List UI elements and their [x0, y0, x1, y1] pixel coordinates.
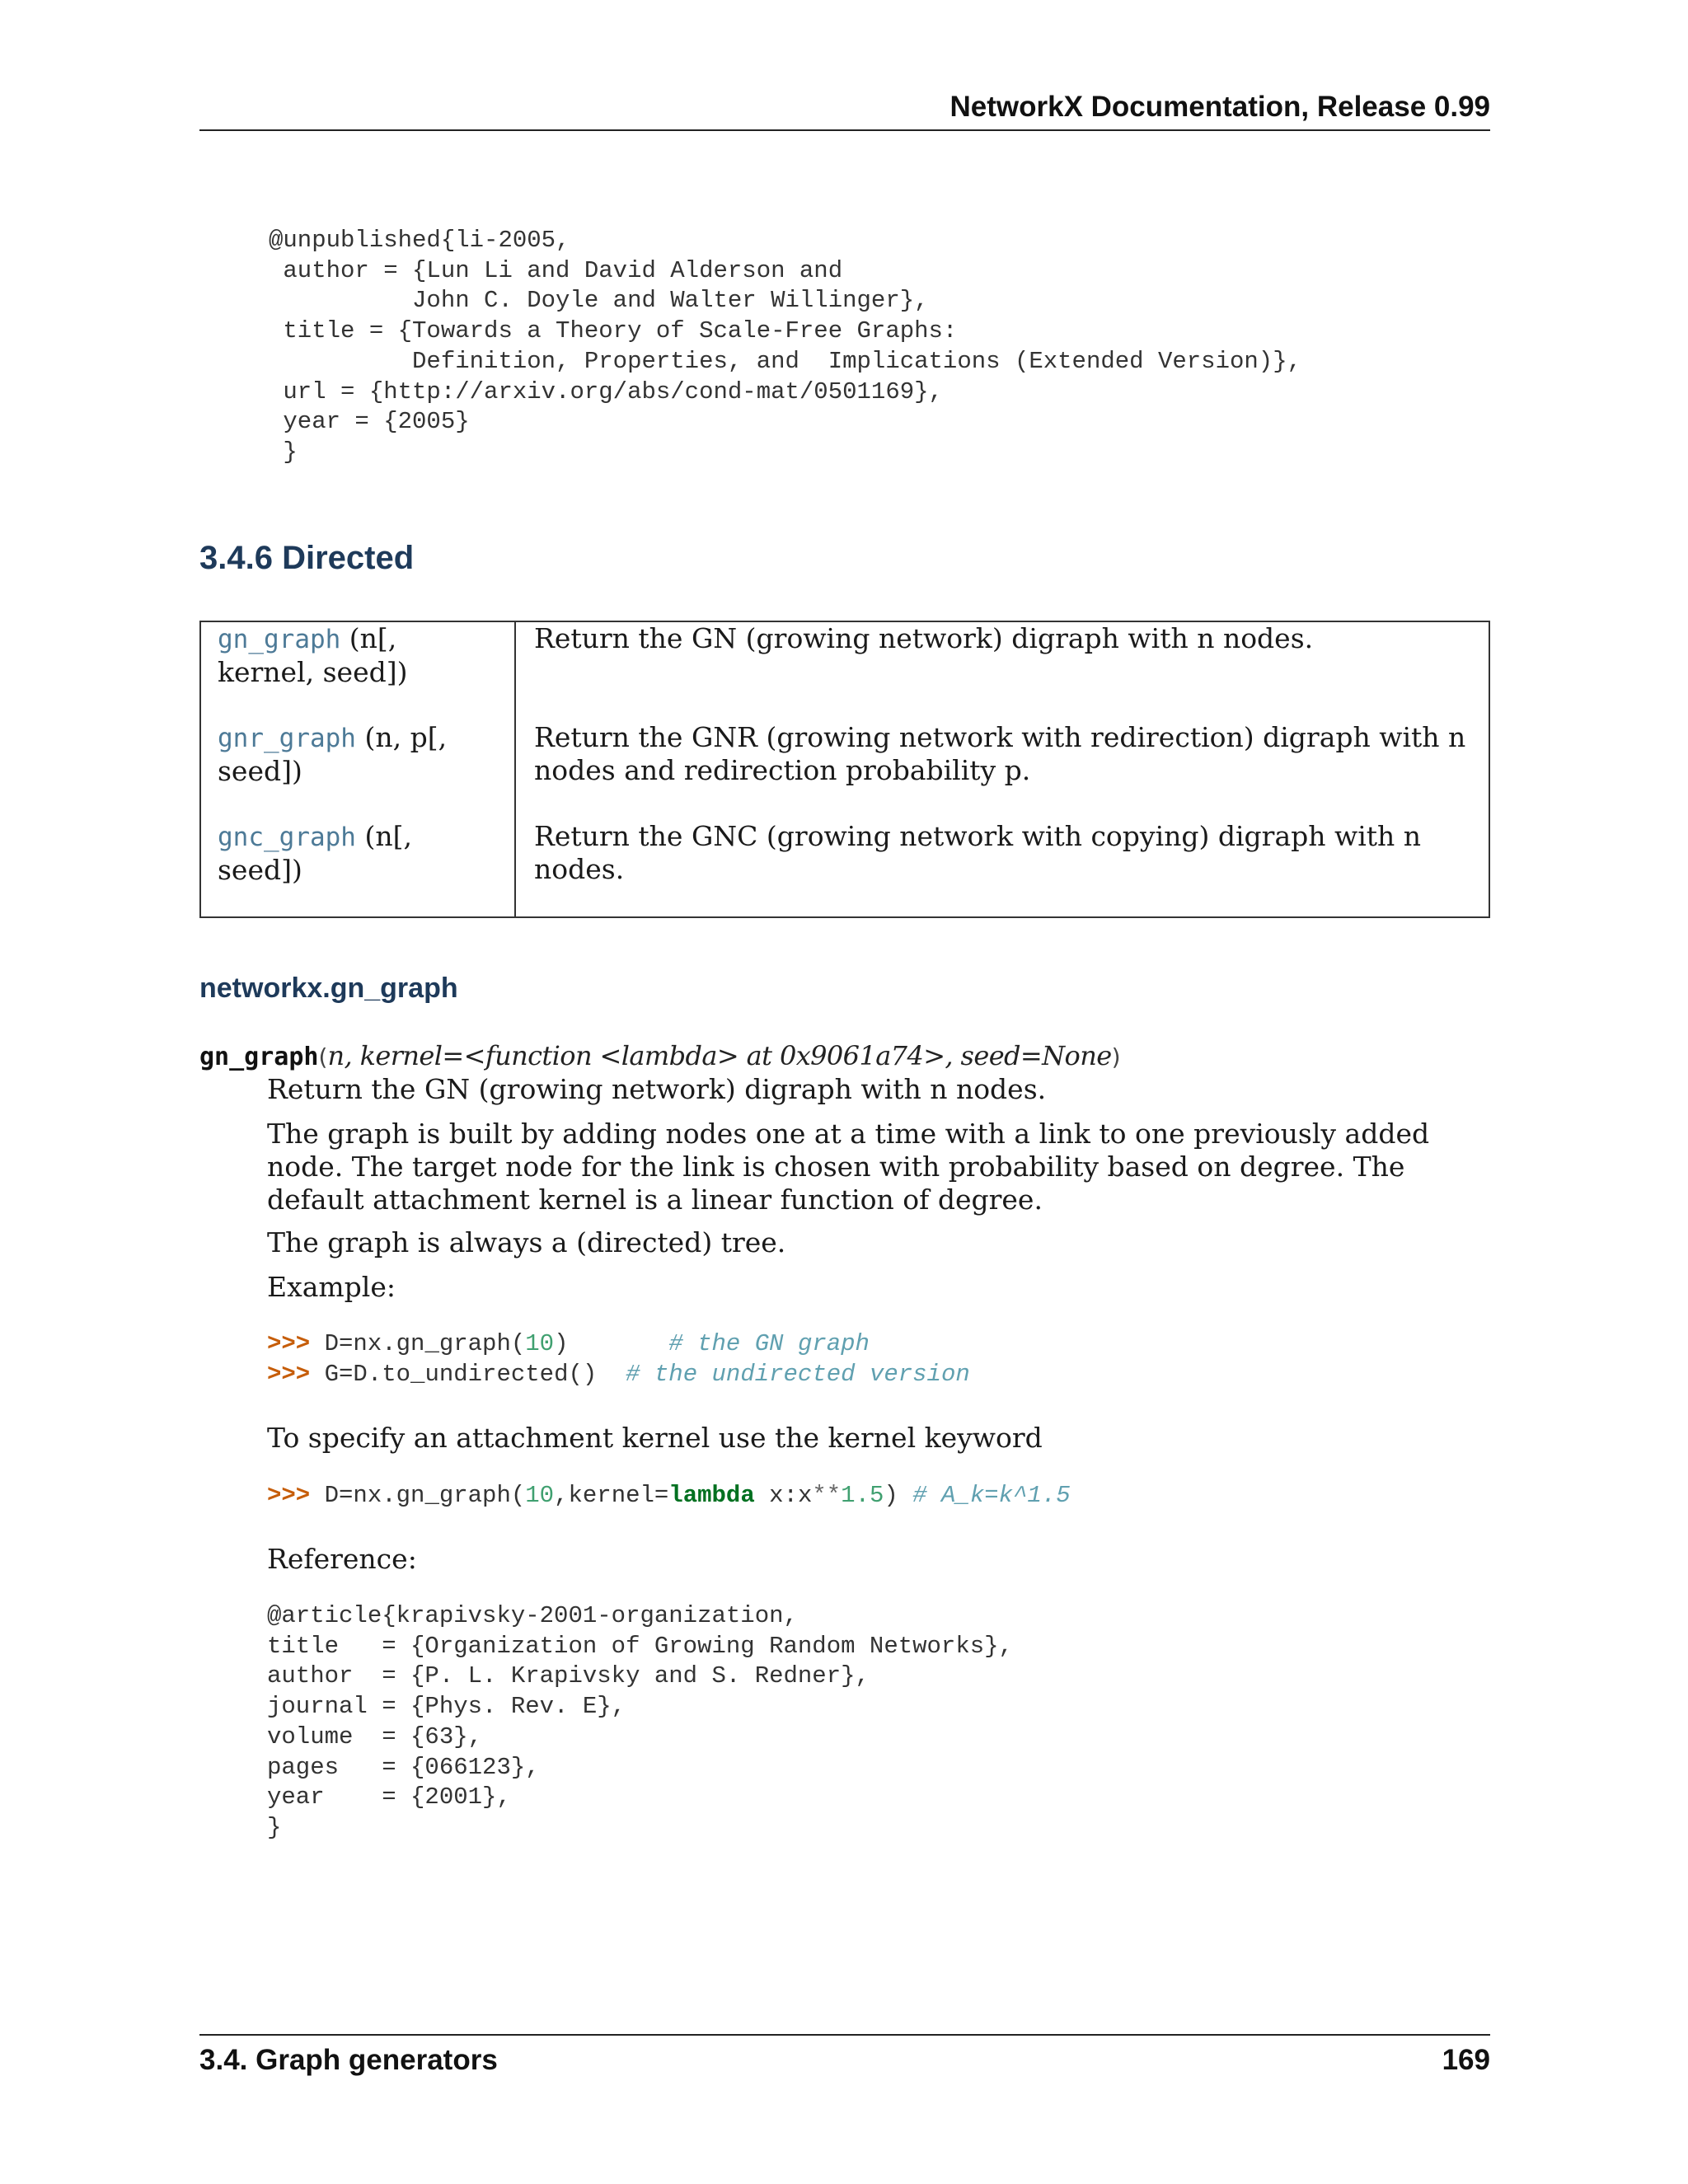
docstring-summary: Return the GN (growing network) digraph with n nodes. — [267, 1073, 1047, 1105]
subsection-heading: networkx.gn_graph — [199, 972, 458, 1004]
code-comment: # the GN graph — [668, 1330, 870, 1357]
code-keyword: lambda — [668, 1482, 755, 1509]
docstring-description: The graph is built by adding nodes one at a time with a link to one previously added node. The target node for the link is chosen with probability based on degree. The default attachment kernel is a linear function of degree. — [267, 1118, 1430, 1216]
function-args: (n[, — [355, 820, 412, 852]
gnc-graph-link[interactable]: gnc_graph — [218, 823, 356, 852]
code-text: G=D.to_undirected() — [310, 1360, 626, 1388]
bibtex-krapivsky-2001: @article{krapivsky-2001-organization, title = {Organization of Growing Random Networks}, author = {P. L. Krapivsky and S. Redner}, journal = {Phys. Rev. E}, volume = {63}, pages = {066123}, year = {2001}, } — [267, 1602, 1013, 1841]
signature-name: gn_graph — [199, 1043, 319, 1071]
function-args: (n, p[, — [355, 721, 448, 753]
kernel-code-block — [267, 1481, 1071, 1511]
signature-close-paren: ) — [1111, 1043, 1121, 1071]
code-text: ) — [554, 1330, 669, 1357]
code-comment: # A_k=k^1.5 — [912, 1482, 1071, 1509]
function-signature — [199, 1040, 1121, 1071]
table-cell-description: Return the GNR (growing network with redirection) digraph with n nodes and redirection probability p. — [534, 721, 1466, 786]
header-rule — [199, 129, 1490, 131]
doctest-prompt: >>> — [267, 1330, 311, 1357]
kernel-note: To specify an attachment kernel use the kernel keyword — [267, 1422, 1043, 1454]
signature-params: n, kernel=<function <lambda> at 0x9061a74>, seed=None — [327, 1040, 1112, 1071]
gn-graph-link[interactable]: gn_graph — [218, 625, 341, 654]
section-heading: 3.4.6 Directed — [199, 540, 415, 576]
example-label: Example: — [267, 1271, 396, 1303]
code-comment: # the undirected version — [626, 1360, 970, 1388]
table-row — [200, 721, 1489, 820]
table-cell-description: Return the GN (growing network) digraph with n nodes. — [534, 622, 1314, 654]
footer-section: 3.4. Graph generators — [199, 2044, 498, 2076]
table-cell-function — [200, 721, 515, 820]
function-args-cont: seed]) — [218, 755, 302, 787]
function-args-cont: kernel, seed]) — [218, 656, 408, 688]
example-code-block — [267, 1329, 970, 1390]
code-line — [267, 1330, 870, 1357]
docstring-tree-note: The graph is always a (directed) tree. — [267, 1226, 786, 1258]
code-number: 10 — [525, 1482, 555, 1509]
table-cell-function — [200, 820, 515, 917]
table-cell-function — [200, 621, 515, 721]
page-number: 169 — [1442, 2044, 1490, 2076]
reference-label: Reference: — [267, 1543, 417, 1575]
code-text: D=nx.gn_graph( — [310, 1330, 526, 1357]
table-row — [200, 820, 1489, 917]
running-header: NetworkX Documentation, Release 0.99 — [950, 91, 1490, 123]
table-row — [200, 621, 1489, 721]
doctest-prompt: >>> — [267, 1360, 311, 1388]
code-text: x:x — [754, 1482, 813, 1509]
code-number: 10 — [525, 1330, 555, 1357]
code-text: D=nx.gn_graph( — [310, 1482, 526, 1509]
gnr-graph-link[interactable]: gnr_graph — [218, 724, 356, 753]
signature-open-paren: ( — [318, 1043, 328, 1071]
function-args-cont: seed]) — [218, 854, 302, 886]
function-args: (n[, — [340, 622, 397, 654]
code-line — [267, 1361, 970, 1388]
code-text: ,kernel= — [554, 1482, 669, 1509]
doctest-prompt: >>> — [267, 1482, 311, 1509]
bibtex-li-2005: @unpublished{li-2005, author = {Lun Li and David Alderson and John C. Doyle and Walter Willinger}, title = {Towards a Theory of Scale-Free Graphs: Definition, Properties, and Implications (Extended Version)}, url = {http://arxiv.org/abs/cond-mat/0501169}, year = {2005} } — [269, 227, 1302, 466]
code-operator: ** — [812, 1482, 842, 1509]
directed-generators-table — [199, 621, 1490, 918]
code-number: 1.5 — [841, 1482, 884, 1509]
table-cell-description: Return the GNC (growing network with copying) digraph with n nodes. — [534, 820, 1422, 885]
code-text: ) — [884, 1482, 913, 1509]
footer-rule — [199, 2034, 1490, 2036]
